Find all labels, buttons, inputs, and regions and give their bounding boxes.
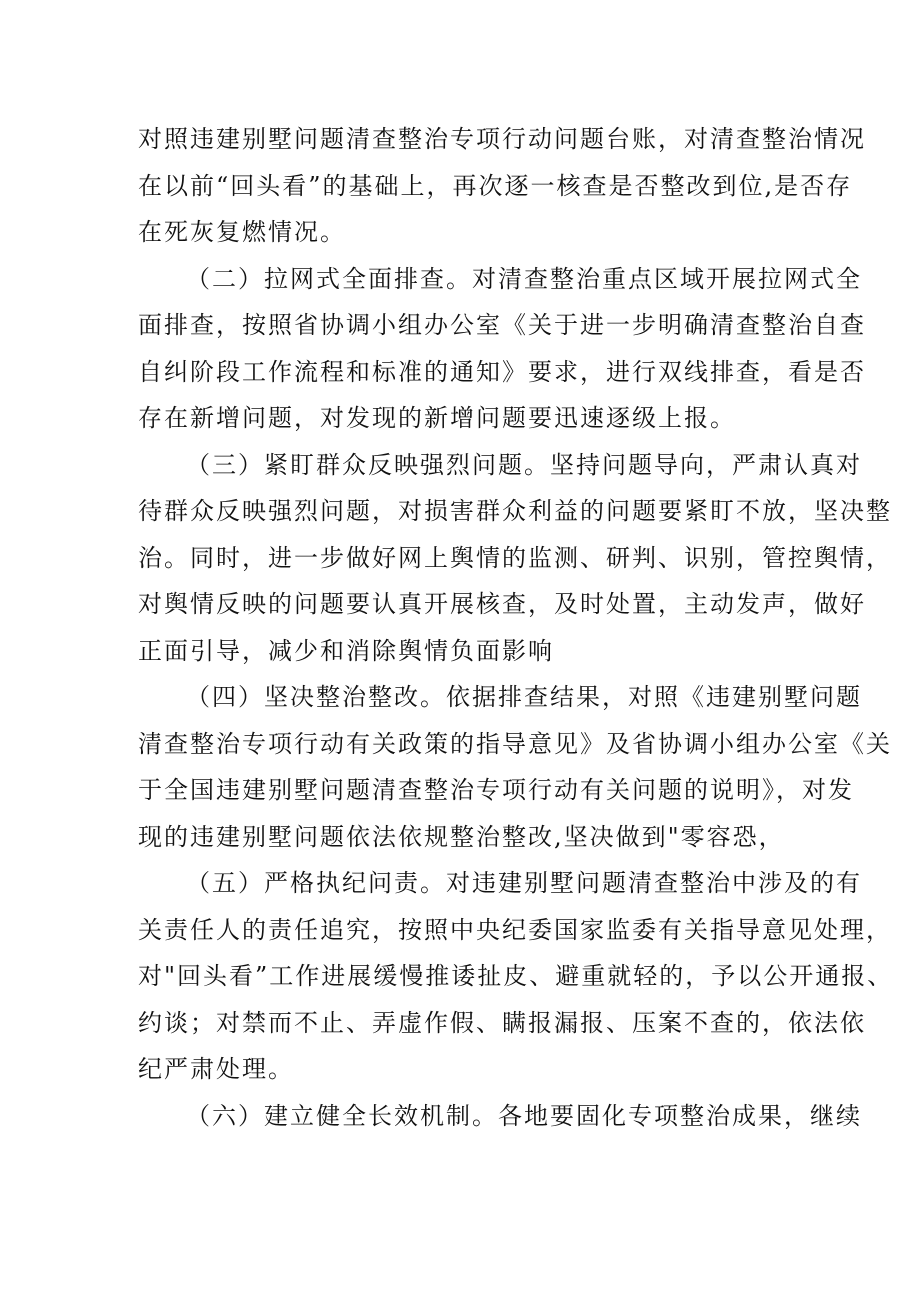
text-line: （五）严格执纪问责。对违建别墅问题清查整治中涉及的有 (186, 869, 862, 897)
paragraph-section-6 (138, 1093, 862, 1140)
text-line: 正面引导，减少和消除舆情负面影响 (138, 636, 554, 665)
document-body (138, 116, 894, 1139)
paragraph-section-4 (138, 674, 892, 860)
text-line: 面排查，按照省协调小组办公室《关于进一步明确清查整治自查 (138, 311, 866, 339)
text-line: 清查整治专项行动有关政策的指导意见》及省协调小组办公室《关 (138, 729, 892, 758)
text-line: 约谈；对禁而不止、弄虚作假、瞒报漏报、压案不查的，依法依 (138, 1008, 866, 1037)
text-line: 治。同时，进一步做好网上舆情的监测、研判、识别，管控舆情， (138, 543, 892, 572)
text-line: 现的违建别墅问题依法依规整治整改,坚决做到"零容恐， (138, 822, 785, 851)
text-line: 在死灰复燃情况。 (138, 218, 346, 246)
paragraph-section-2 (138, 256, 866, 442)
text-line: 待群众反映强烈问题，对损害群众利益的问题要紧盯不放，坚决整 (138, 497, 892, 525)
text-line: 对照违建别墅问题清查整治专项行动问题台账，对清查整治情况 (138, 125, 866, 153)
text-line: 对舆情反映的问题要认真开展核查，及时处置，主动发声，做好 (138, 590, 866, 618)
text-line: （四）坚决整治整改。依据排查结果，对照《违建别墅问题 (186, 683, 862, 711)
text-line: 存在新增问题，对发现的新增问题要迅速逐级上报。 (138, 404, 736, 432)
text-line: 自纠阶段工作流程和标准的通知》要求，进行双线排查，看是否 (138, 357, 866, 386)
paragraph-continuation (138, 116, 866, 256)
text-line: 在以前“回头看”的基础上，再次逐一核查是否整改到位,是否存 (138, 171, 853, 200)
paragraph-section-5 (138, 860, 894, 1093)
text-line: （六）建立健全长效机制。各地要固化专项整治成果，继续 (186, 1101, 862, 1130)
text-line: （三）紧盯群众反映强烈问题。坚持问题导向，严肃认真对 (186, 450, 862, 479)
text-line: 对"回头看”工作进展缓慢推诿扯皮、避重就轻的，予以公开通报、 (138, 962, 894, 990)
paragraph-section-3 (138, 442, 892, 675)
text-line: 于全国违建别墅问题清查整治专项行动有关问题的说明》，对发 (138, 776, 854, 804)
text-line: 关责任人的责任追究，按照中央纪委国家监委有关指导意见处理， (138, 915, 892, 944)
text-line: （二）拉网式全面排查。对清查整治重点区域开展拉网式全 (186, 264, 862, 293)
text-line: 纪严肃处理。 (138, 1055, 294, 1083)
